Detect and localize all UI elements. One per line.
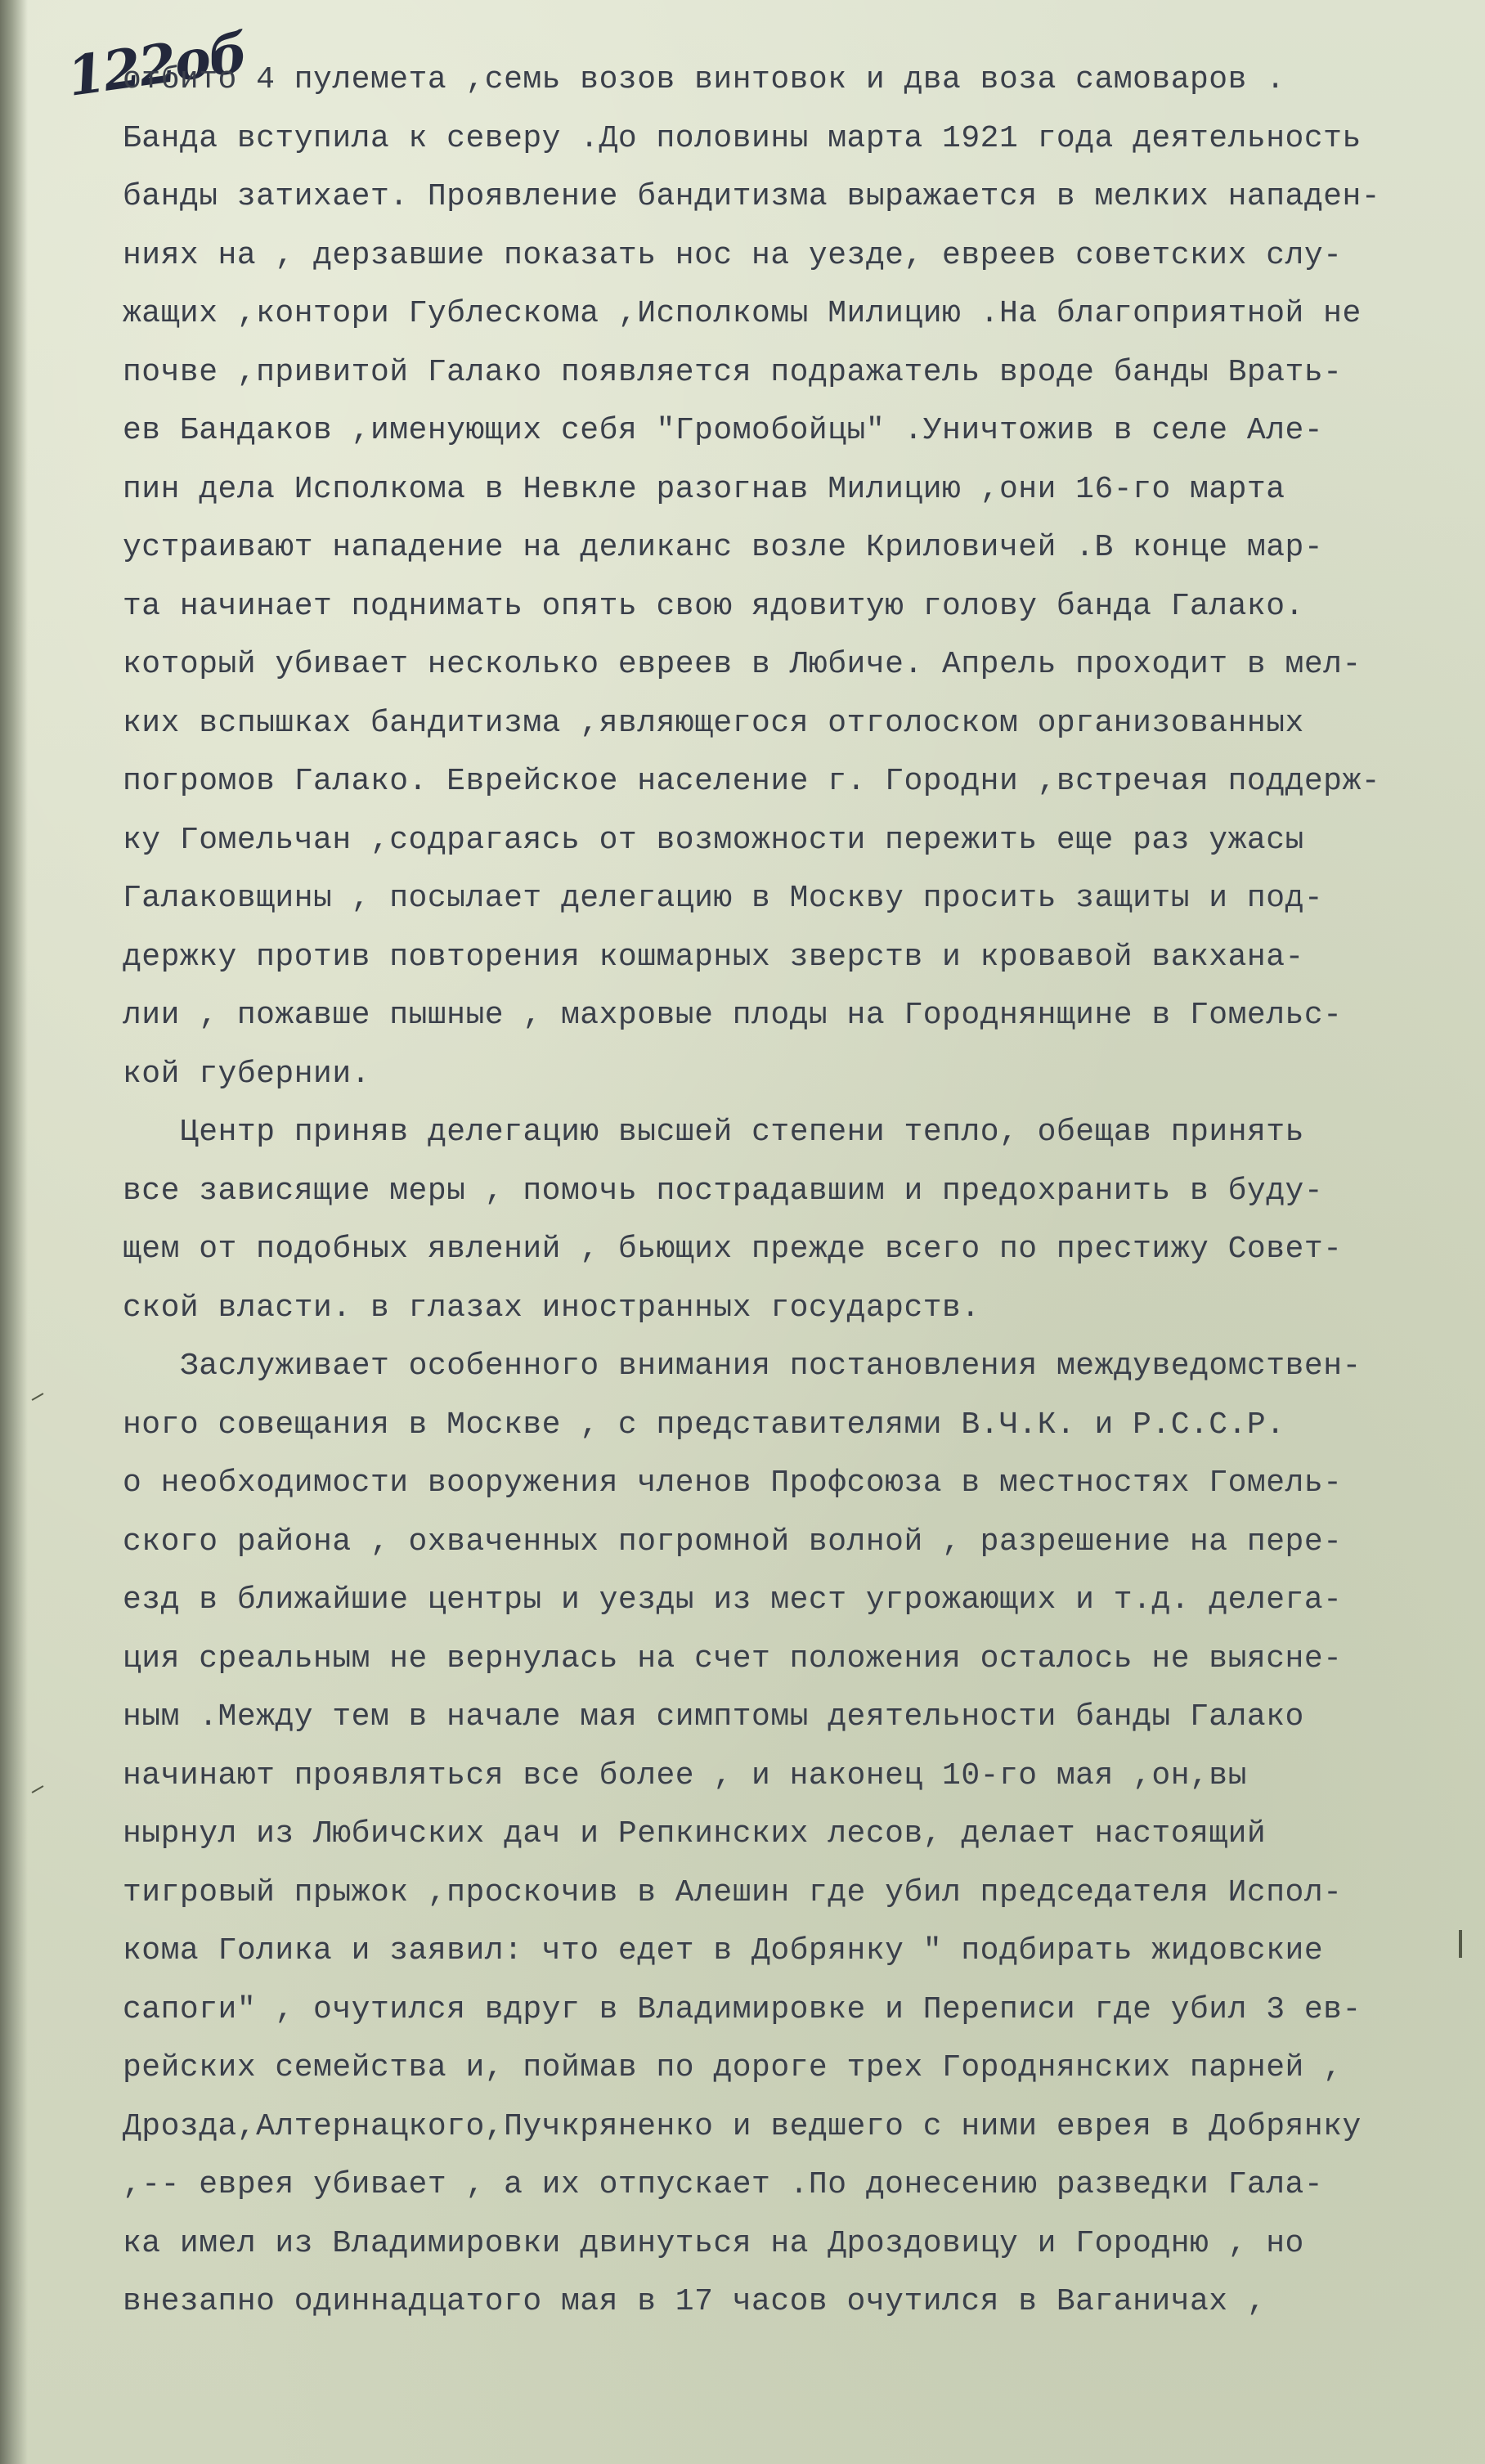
text-line: Банда вступила к северу .До половины марта 1921 года деятельность bbox=[123, 120, 1362, 156]
text-line: езд в ближайшие центры и уезды из мест угрожающих и т.д. делега- bbox=[123, 1582, 1343, 1618]
typewritten-text-body bbox=[123, 51, 1431, 2332]
text-line: сапоги" , очутился вдруг в Владимировке и Переписи где убил 3 ев- bbox=[123, 1991, 1362, 2027]
text-line: ,-- еврея убивает , а их отпускает .По донесению разведки Гала- bbox=[123, 2167, 1324, 2202]
text-line: ка имел из Владимировки двинуться на Дроздовицу и Городню , но bbox=[123, 2225, 1304, 2261]
text-line: ких вспышках бандитизма ,являющегося отголоском организованных bbox=[123, 705, 1304, 741]
text-line: щем от подобных явлений , бьющих прежде всего по престижу Совет- bbox=[123, 1232, 1343, 1267]
text-line: Дрозда,Алтернацкого,Пучкряненко и ведшего с ними еврея в Добрянку bbox=[123, 2108, 1362, 2144]
text-line: ку Гомельчан ,содрагаясь от возможности пережить еще раз ужасы bbox=[123, 822, 1304, 858]
text-line: пин дела Исполкома в Невкле разогнав Милицию ,они 16-го марта bbox=[123, 471, 1285, 507]
text-line: ского района , охваченных погромной волной , разрешение на пере- bbox=[123, 1524, 1343, 1560]
archive-page-number: 122об bbox=[63, 20, 250, 109]
text-line: все зависящие меры , помочь пострадавшим и предохранить в буду- bbox=[123, 1173, 1324, 1209]
text-line: ев Бандаков ,именующих себя "Громобойцы" .Уничтожив в селе Але- bbox=[123, 413, 1324, 448]
text-line: почве ,привитой Галако появляется подражатель вроде банды Врать- bbox=[123, 354, 1343, 390]
text-line: начинают проявляться все более , и наконец 10-го мая ,он,вы bbox=[123, 1757, 1247, 1793]
text-line: держку против повторения кошмарных зверств и кровавой вакхана- bbox=[123, 939, 1304, 975]
text-line: нырнул из Любичских дач и Репкинских лесов, делает настоящий bbox=[123, 1816, 1267, 1851]
text-line: погромов Галако. Еврейское население г. Городни ,встречая поддерж- bbox=[123, 764, 1381, 799]
text-line: кой губернии. bbox=[123, 1056, 370, 1092]
text-line: лии , пожавше пышные , махровые плоды на Городнянщине в Гомельс- bbox=[123, 998, 1343, 1033]
text-line: Галаковщины , посылает делегацию в Москву просить защиты и под- bbox=[123, 881, 1324, 916]
text-line: ного совещания в Москве , с представителями В.Ч.К. и Р.С.С.Р. bbox=[123, 1407, 1285, 1443]
text-line: тигровый прыжок ,проскочив в Алешин где убил председателя Испол- bbox=[123, 1874, 1343, 1910]
text-line: отбито 4 пулемета ,семь возов винтовок и два воза самоваров . bbox=[123, 62, 1285, 97]
text-line: ской власти. в глазах иностранных государств. bbox=[123, 1290, 980, 1326]
text-line: который убивает несколько евреев в Любиче. Апрель проходит в мел- bbox=[123, 647, 1362, 682]
text-line: жащих ,контори Гублескома ,Исполкомы Милицию .На благоприятной не bbox=[123, 296, 1362, 331]
page-binding-edge bbox=[0, 0, 28, 2464]
text-line: банды затихает. Проявление бандитизма выражается в мелких нападен- bbox=[123, 179, 1381, 214]
paragraph-start-line: Заслуживает особенного внимания постановления междуведомствен- bbox=[180, 1349, 1362, 1384]
text-line: устраивают нападение на деликанс возле Криловичей .В конце мар- bbox=[123, 530, 1324, 565]
margin-mark bbox=[32, 1785, 44, 1793]
text-line: внезапно одиннадцатого мая в 17 часов очутился в Ваганичах , bbox=[123, 2284, 1267, 2319]
text-line: рейских семейства и, поймав по дороге трех Городнянских парней , bbox=[123, 2050, 1343, 2085]
paragraph-start-line: Центр приняв делегацию высшей степени тепло, обещав принять bbox=[180, 1115, 1304, 1150]
text-line: ция среальным не вернулась на счет положения осталось не выясне- bbox=[123, 1640, 1343, 1676]
text-line: кома Голика и заявил: что едет в Добрянку " подбирать жидовские bbox=[123, 1933, 1324, 1968]
margin-mark bbox=[32, 1393, 44, 1401]
text-line: о необходимости вооружения членов Профсоюза в местностях Гомель- bbox=[123, 1465, 1343, 1501]
margin-mark bbox=[1459, 1930, 1462, 1958]
text-line: ниях на , дерзавшие показать нос на уезде, евреев советских слу- bbox=[123, 237, 1343, 273]
text-line: ным .Между тем в начале мая симптомы деятельности банды Галако bbox=[123, 1699, 1304, 1735]
text-line: та начинает поднимать опять свою ядовитую голову банда Галако. bbox=[123, 588, 1304, 624]
